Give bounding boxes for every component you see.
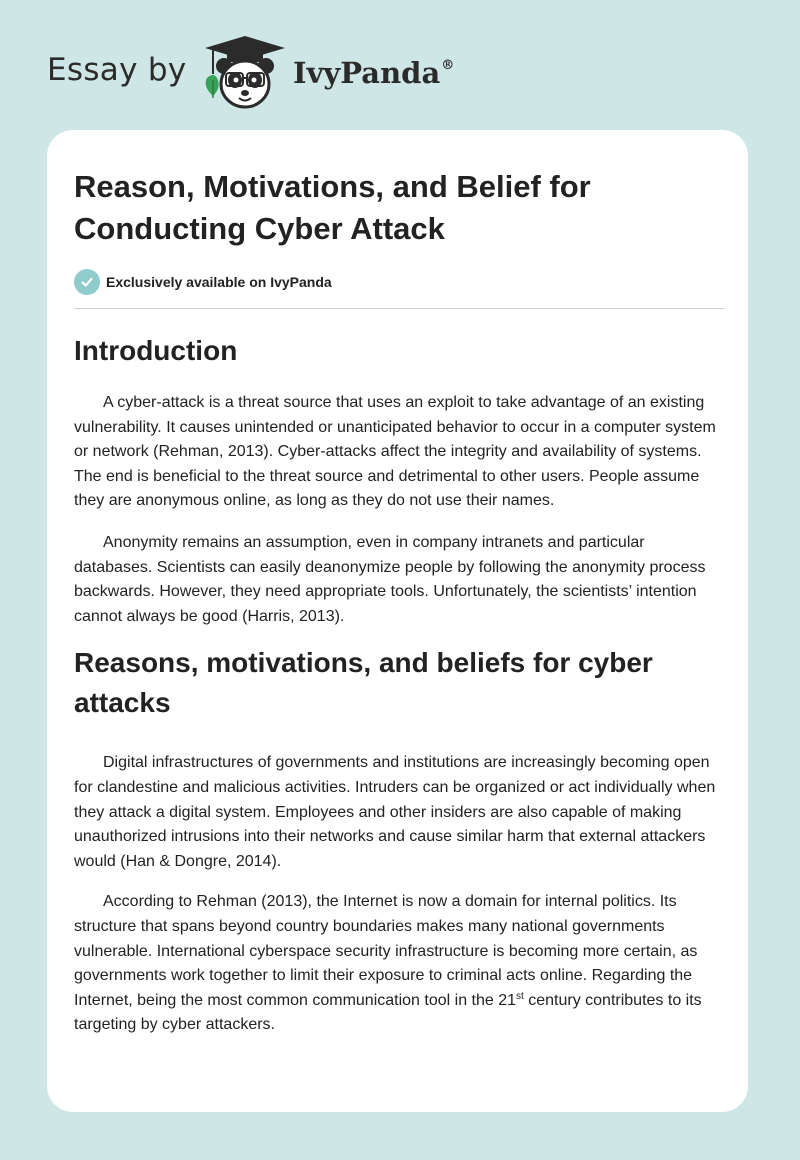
section-heading-reasons: Reasons, motivations, and beliefs for cyber attacks	[74, 647, 653, 719]
ivypanda-brand-name[interactable]: IvyPanda®	[293, 56, 455, 90]
paragraph: Digital infrastructures of governments and institutions are increasingly becoming open for clandestine and malicious activities. Intruders can be organized or act individually when they attack a digital system. Employees and other insiders are also capable of making unauthorized intrusions into their networks and cause similar harm that external attackers would (Han & Dongre, 2014).	[74, 754, 716, 870]
essay-title: Reason, Motivations, and Belief for Conducting Cyber Attack	[74, 169, 591, 246]
section-heading-introduction: Introduction	[74, 335, 238, 366]
exclusive-badge-label: Exclusively available on IvyPanda	[106, 274, 332, 290]
check-icon	[74, 269, 100, 295]
essay-card	[47, 130, 748, 1112]
paragraph: According to Rehman (2013), the Internet is now a domain for internal politics. Its structure that spans beyond country boundaries makes many national governments vulnerable. International cyberspace security infrastructure is becoming more certain, as governments work together to limit their exposure to criminal acts online. Regarding the Internet, being the most common communication tool in the 21st century contributes to its targeting by cyber attackers.	[74, 893, 702, 1034]
essay-content	[74, 166, 724, 1038]
registered-mark: ®	[441, 58, 455, 73]
divider	[74, 308, 724, 309]
ivypanda-logo-icon[interactable]	[199, 34, 291, 112]
paragraph: Anonymity remains an assumption, even in company intranets and particular databases. Scientists can easily deanonymize people by following the anonymity process backwards. However, they need appropriate tools. Unfortunately, the scientists’ intention cannot always be good (Harris, 2013).	[74, 533, 706, 625]
paragraph: A cyber-attack is a threat source that uses an exploit to take advantage of an existing vulnerability. It causes unintended or unanticipated behavior to occur in a computer system or network (Rehman, 2013). Cyber-attacks affect the integrity and availability of systems. The end is beneficial to the threat source and detrimental to other users. People assume they are anonymous online, as long as they do not use their names.	[74, 394, 716, 510]
exclusive-badge	[74, 268, 724, 296]
essay-by-label: Essay by	[47, 52, 187, 88]
site-header	[47, 34, 507, 114]
